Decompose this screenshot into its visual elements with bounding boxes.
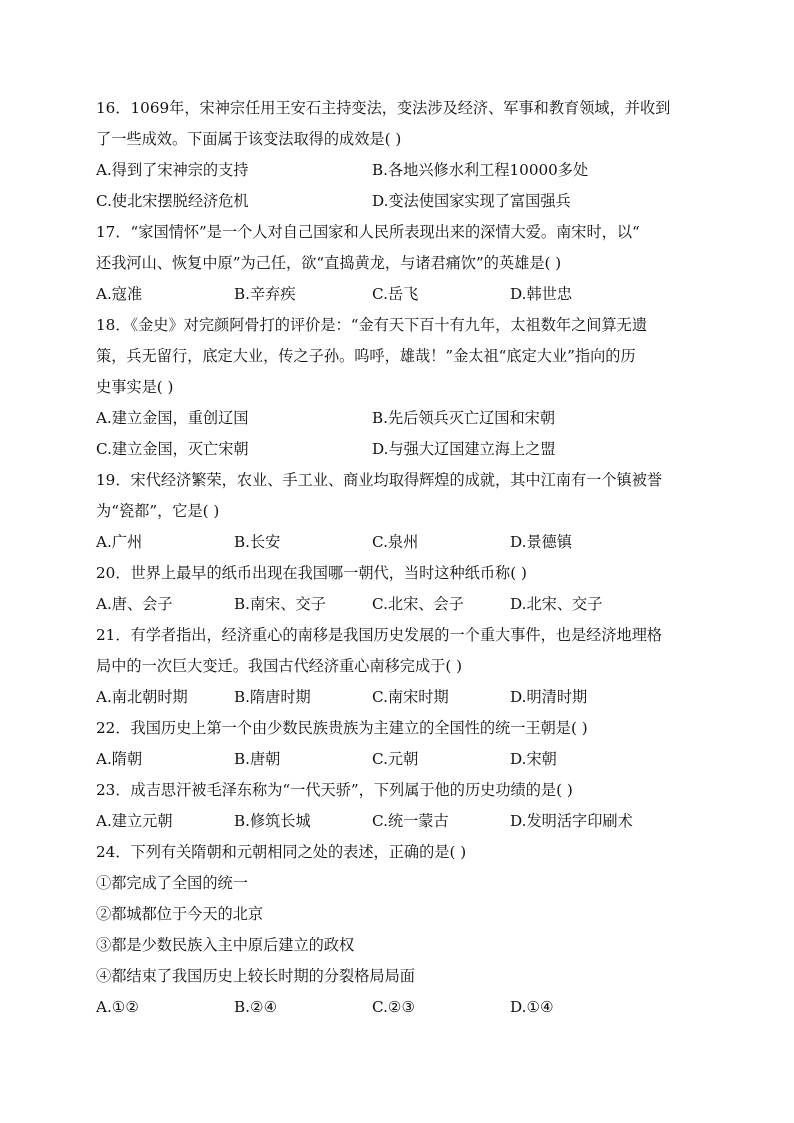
option-c[interactable]: C.北宋、会子 (372, 595, 464, 613)
options-row (96, 403, 704, 434)
option-a[interactable]: A.隋朝 (96, 750, 143, 768)
option-c[interactable]: C.统一蒙古 (372, 812, 449, 830)
question-stem-line: 20．世界上最早的纸币出现在我国哪一朝代，当时这种纸币称( ) (96, 564, 527, 582)
option-a[interactable]: A.建立元朝 (96, 812, 173, 830)
question-16 (96, 93, 704, 217)
option-b[interactable]: B.唐朝 (234, 750, 281, 768)
options-row (96, 155, 704, 186)
option-b[interactable]: B.②④ (234, 998, 278, 1016)
option-d[interactable]: D.与强大辽国建立海上之盟 (372, 440, 556, 458)
question-stem-line: 了一些成效。下面属于该变法取得的成效是( ) (96, 130, 402, 148)
option-c[interactable]: C.使北宋摆脱经济危机 (96, 192, 249, 210)
option-b[interactable]: B.辛弃疾 (234, 285, 296, 303)
options-row (96, 992, 704, 1023)
question-17 (96, 217, 704, 310)
option-c[interactable]: C.泉州 (372, 533, 419, 551)
question-21 (96, 620, 704, 713)
question-18 (96, 310, 704, 465)
option-b[interactable]: B.修筑长城 (234, 812, 311, 830)
statement-1: ①都完成了全国的统一 (96, 874, 248, 892)
question-stem-line: 策，兵无留行，底定大业，传之子孙。呜呼，雄哉！”金太祖“底定大业”指向的历 (96, 347, 636, 365)
question-stem-line: 23．成吉思汗被毛泽东称为“一代天骄”，下列属于他的历史功绩的是( ) (96, 781, 573, 799)
option-b[interactable]: B.南宋、交子 (234, 595, 326, 613)
options-row (96, 527, 704, 558)
option-d[interactable]: D.明清时期 (510, 688, 588, 706)
question-stem-line: 局中的一次巨大变迁。我国古代经济重心南移完成于( ) (96, 657, 462, 675)
question-stem-line: 史事实是( ) (96, 378, 174, 396)
option-a[interactable]: A.寇准 (96, 285, 143, 303)
question-stem-line: 16．1069年，宋神宗任用王安石主持变法，变法涉及经济、军事和教育领域，并收到 (96, 99, 671, 117)
question-stem-line: 为“瓷都”，它是( ) (96, 502, 220, 520)
question-20 (96, 558, 704, 620)
question-22 (96, 713, 704, 775)
option-c[interactable]: C.南宋时期 (372, 688, 449, 706)
option-a[interactable]: A.广州 (96, 533, 143, 551)
option-d[interactable]: D.韩世忠 (510, 285, 573, 303)
options-row (96, 589, 704, 620)
question-stem-line: 18．《金史》对完颜阿骨打的评价是：“金有天下百十有九年，太祖数年之间算无遗 (96, 316, 648, 334)
option-c[interactable]: C.岳飞 (372, 285, 419, 303)
option-b[interactable]: B.各地兴修水利工程10000多处 (372, 161, 589, 179)
options-row (96, 279, 704, 310)
question-stem-line: 还我河山、恢复中原”为己任，欲“直捣黄龙，与诸君痛饮”的英雄是( ) (96, 254, 562, 272)
option-c[interactable]: C.②③ (372, 998, 416, 1016)
option-c[interactable]: C.建立金国，灭亡宋朝 (96, 440, 249, 458)
options-row (96, 186, 704, 217)
question-23 (96, 775, 704, 837)
option-d[interactable]: D.变法使国家实现了富国强兵 (372, 192, 571, 210)
question-stem-line: 19．宋代经济繁荣，农业、手工业、商业均取得辉煌的成就，其中江南有一个镇被誉 (96, 471, 663, 489)
option-d[interactable]: D.①④ (510, 998, 554, 1016)
option-b[interactable]: B.隋唐时期 (234, 688, 311, 706)
option-c[interactable]: C.元朝 (372, 750, 419, 768)
options-row (96, 744, 704, 775)
option-a[interactable]: A.得到了宋神宗的支持 (96, 161, 249, 179)
options-row (96, 682, 704, 713)
options-row (96, 806, 704, 837)
question-stem-line: 17．“家国情怀”是一个人对自己国家和人民所表现出来的深情大爱。南宋时，以“ (96, 223, 640, 241)
option-a[interactable]: A.南北朝时期 (96, 688, 188, 706)
question-stem-line: 21．有学者指出，经济重心的南移是我国历史发展的一个重大事件，也是经济地理格 (96, 626, 663, 644)
question-19 (96, 465, 704, 558)
question-24 (96, 837, 704, 1023)
statement-3: ③都是少数民族入主中原后建立的政权 (96, 936, 355, 954)
option-d[interactable]: D.宋朝 (510, 750, 557, 768)
option-b[interactable]: B.长安 (234, 533, 281, 551)
option-b[interactable]: B.先后领兵灭亡辽国和宋朝 (372, 409, 556, 427)
option-d[interactable]: D.景德镇 (510, 533, 573, 551)
options-row (96, 434, 704, 465)
question-stem-line: 22．我国历史上第一个由少数民族贵族为主建立的全国性的统一王朝是( ) (96, 719, 588, 737)
statement-4: ④都结束了我国历史上较长时期的分裂格局局面 (96, 967, 415, 985)
option-a[interactable]: A.建立金国，重创辽国 (96, 409, 249, 427)
option-d[interactable]: D.北宋、交子 (510, 595, 603, 613)
option-a[interactable]: A.①② (96, 998, 140, 1016)
statement-2: ②都城都位于今天的北京 (96, 905, 264, 923)
option-d[interactable]: D.发明活字印刷术 (510, 812, 633, 830)
option-a[interactable]: A.唐、会子 (96, 595, 173, 613)
question-stem-line: 24．下列有关隋朝和元朝相同之处的表述，正确的是( ) (96, 843, 467, 861)
